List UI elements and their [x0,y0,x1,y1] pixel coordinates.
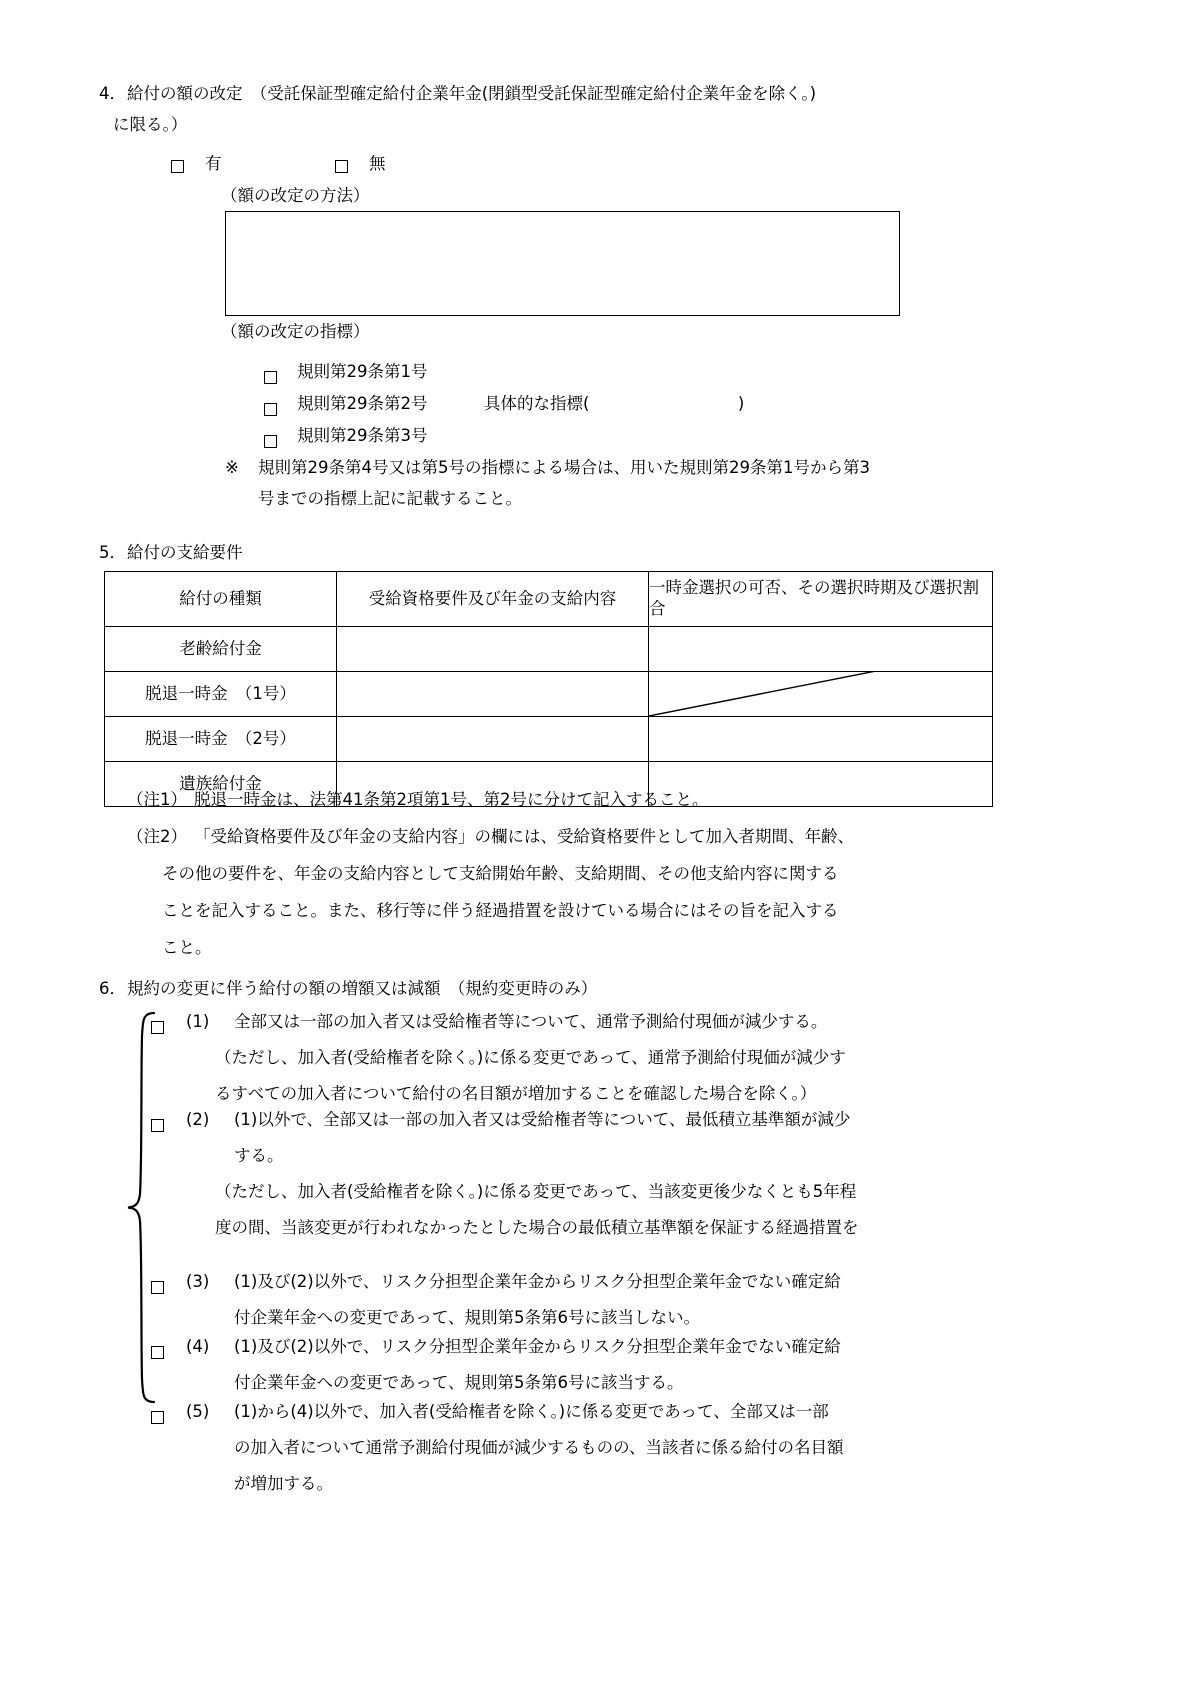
section6-item-3-checkbox[interactable] [151,1280,164,1298]
checkbox-glyph [151,1346,164,1359]
table-note2-line4: こと。 [162,938,212,957]
section6-item-2-line1: (1)以外で、全部又は一部の加入者又は受給権者等について、最低積立基準額が減少 [234,1110,851,1129]
table-row [105,627,993,672]
indicator-item-1-checkbox[interactable] [264,370,277,388]
section6-item-5-line3: が増加する。 [234,1474,333,1493]
checkbox-glyph [335,160,348,173]
section6-item-3-number: (3) [186,1272,210,1291]
checkbox-glyph [264,435,277,448]
section5-title: 給付の支給要件 [127,543,243,562]
table-header-row [105,572,993,627]
section6-item-1-line3: るすべての加入者について給付の名目額が増加することを確認した場合を除く。） [215,1084,817,1103]
row-lumpsum-cell[interactable] [649,717,993,762]
indicator-item-2-extra[interactable]: 具体的な指標( ) [484,394,745,413]
section6-item-4-number: (4) [186,1337,210,1356]
row-benefit-type: 老齢給付金 [105,627,337,672]
table-note1-label: （注1） [127,790,187,809]
checkbox-glyph [151,1281,164,1294]
indicator-item-3-label: 規則第29条第3号 [297,426,428,445]
row-lumpsum-cell[interactable] [649,627,993,672]
section6-item-1-checkbox[interactable] [151,1020,164,1038]
checkbox-glyph [264,403,277,416]
section6-item-1-number: (1) [186,1012,210,1031]
section6-item-5-line1: (1)から(4)以外で、加入者(受給権者を除く。)に係る変更であって、全部又は一部 [234,1402,829,1421]
revision-method-value [226,212,899,220]
section4-revision-no-checkbox[interactable] [335,159,348,177]
indicator-item-1-label: 規則第29条第1号 [297,362,428,381]
section4-title-line2: に限る。） [113,115,188,134]
benefit-requirements-table [104,571,993,807]
section6-item-2-line3: （ただし、加入者(受給権者を除く。)に係る変更であって、当該変更後少なくとも5年程 [215,1182,857,1201]
table-row [105,717,993,762]
row-requirements-cell[interactable] [337,672,649,717]
section6-item-5-number: (5) [186,1402,210,1421]
section6-item-1-line1: 全部又は一部の加入者又は受給権者等について、通常予測給付現価が減少する。 [234,1012,828,1031]
checkbox-glyph [264,371,277,384]
section6-item-5-line2: の加入者について通常予測給付現価が減少するものの、当該者に係る給付の名目額 [234,1438,844,1457]
section6-item-4-line2: 付企業年金への変更であって、規則第5条第6号に該当する。 [234,1373,684,1392]
section6-item-2-number: (2) [186,1110,210,1129]
section6-item-1-line2: （ただし、加入者(受給権者を除く。)に係る変更であって、通常予測給付現価が減少す [215,1048,846,1067]
section6-item-4-checkbox[interactable] [151,1345,164,1363]
checkbox-glyph [151,1119,164,1132]
section4-title-line1: 給付の額の改定 （受託保証型確定給付企業年金(閉鎖型受託保証型確定給付企業年金を除く。) [127,84,817,103]
section4-note-marker: ※ [225,458,239,477]
section6-item-4-line1: (1)及び(2)以外で、リスク分担型企業年金からリスク分担型企業年金でない確定給 [234,1337,841,1356]
section6-item-5-checkbox[interactable] [151,1410,164,1428]
row-benefit-type: 脱退一時金 （2号） [105,717,337,762]
checkbox-glyph [171,160,184,173]
checkbox-glyph [151,1411,164,1424]
section6-item-3-line2: 付企業年金への変更であって、規則第5条第6号に該当しない。 [234,1308,701,1327]
table-note2-line2: その他の要件を、年金の支給内容として支給開始年齢、支給期間、その他支給内容に関する [162,864,839,883]
section6-item-2-line2: する。 [234,1146,284,1165]
section4-revision-yes-checkbox[interactable] [171,159,184,177]
table-header-requirements: 受給資格要件及び年金の支給内容 [337,572,649,627]
row-requirements-cell[interactable] [337,627,649,672]
indicator-item-3-checkbox[interactable] [264,434,277,452]
section4-note-line2: 号までの指標上記に記載すること。 [258,489,522,508]
strikethrough-diagonal-wrapper [649,672,992,716]
section6-number: 6． [99,979,126,998]
section6-item-3-line1: (1)及び(2)以外で、リスク分担型企業年金からリスク分担型企業年金でない確定給 [234,1272,841,1291]
row-requirements-cell[interactable] [337,717,649,762]
section4-note-line1: 規則第29条第4号又は第5号の指標による場合は、用いた規則第29条第1号から第3 [258,458,870,477]
row-benefit-type: 脱退一時金 （1号） [105,672,337,717]
row-lumpsum-cell-struck[interactable] [649,672,993,717]
diagonal-strike-icon [649,672,992,716]
section6-item-2-checkbox[interactable] [151,1118,164,1136]
revision-indicator-label: （額の改定の指標） [221,322,370,341]
revision-method-label: （額の改定の方法） [221,186,370,205]
table-note1-line1: 脱退一時金は、法第41条第2項第1号、第2号に分けて記入すること。 [194,790,709,809]
table-header-lumpsum: 一時金選択の可否、その選択時期及び選択割合 [649,572,993,627]
section4-revision-no-label: 無 [369,154,386,173]
checkbox-glyph [151,1021,164,1034]
revision-method-input-box[interactable] [225,211,900,316]
section4-revision-yes-label: 有 [205,154,222,173]
row-benefit-type: 遺族給付金 [105,762,337,807]
table-header-benefit-type: 給付の種類 [105,572,337,627]
table-note2-line1: 「受給資格要件及び年金の支給内容」の欄には、受給資格要件として加入者期間、年齢、 [194,827,854,846]
section4-number: 4． [99,84,126,103]
indicator-item-2-label: 規則第29条第2号 [297,394,428,413]
section6-item-2-line4: 度の間、当該変更が行われなかったとした場合の最低積立基準額を保証する経過措置を [215,1218,859,1237]
table-note2-line3: ことを記入すること。また、移行等に伴う経過措置を設けている場合にはその旨を記入する [162,901,839,920]
section6-title: 規約の変更に伴う給付の額の増額又は減額 （規約変更時のみ） [127,979,598,998]
section5-number: 5． [99,543,126,562]
indicator-item-2-checkbox[interactable] [264,402,277,420]
table-row [105,672,993,717]
table-note2-label: （注2） [127,827,187,846]
